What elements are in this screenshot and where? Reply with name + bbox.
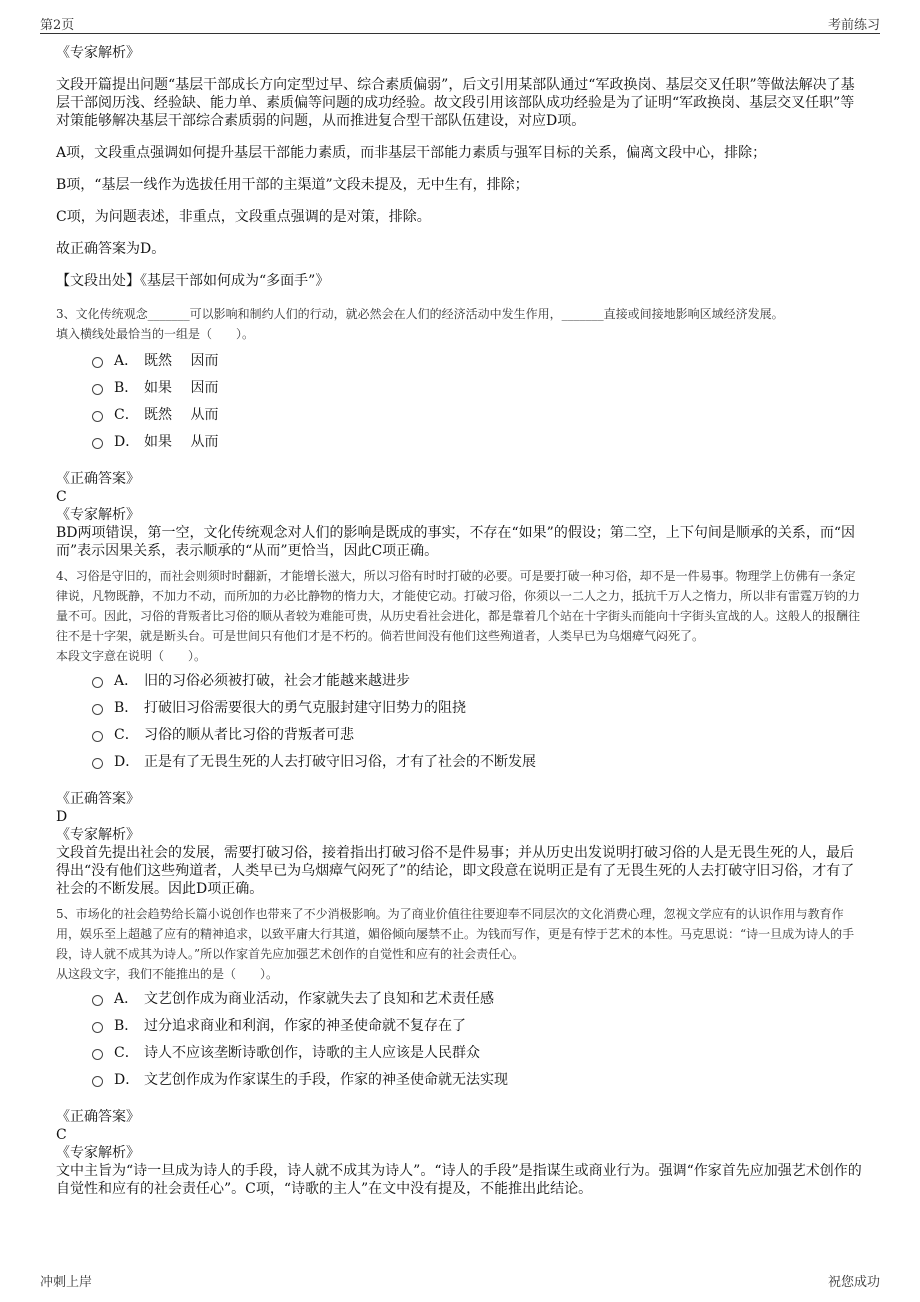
question-3	[56, 304, 866, 560]
q4-analysis-body: 文段首先提出社会的发展，需要打破习俗，接着指出打破习俗不是件易事；并从历史出发说明打破习俗的人是无畏生死的人，最后得出“没有他们这些殉道者，人类早已为乌烟瘴气闷死了”的结论，即文段意在说明正是有了无畏生死的人去打破守旧习俗，才有了社会的不断发展。因此D项正确。	[56, 845, 855, 897]
q5-option-b[interactable]: B． 过分追求商业和利润，作家的神圣使命就不复存在了	[92, 1013, 866, 1040]
radio-button-icon[interactable]	[92, 1076, 103, 1087]
q4-answer-title: 《正确答案》	[56, 791, 140, 807]
q3-option-c[interactable]: C． 既然 从而	[92, 402, 866, 429]
q5-option-a[interactable]: A． 文艺创作成为商业活动，作家就失去了良知和艺术责任感	[92, 986, 866, 1013]
radio-button-icon[interactable]	[92, 758, 103, 769]
q4-option-c[interactable]: C． 习俗的顺从者比习俗的背叛者可悲	[92, 722, 866, 749]
footer-left-text: 冲刺上岸	[40, 1275, 93, 1290]
q2-analysis-title: 《专家解析》	[56, 45, 140, 61]
q2-analysis-body: 文段开篇提出问题“基层干部成长方向定型过早、综合素质偏弱”，后文引用某部队通过“军政换岗、基层交叉任职”等做法解决了基层干部阅历浅、经验缺、能力单、素质偏等问题的成功经验。故文段引用该部队成功经验是为了证明“军政换岗、基层交叉任职”等对策能够解决基层干部综合素质弱的问题，从而推进复合型干部队伍建设，对应D项。	[56, 77, 855, 129]
radio-button-icon[interactable]	[92, 357, 103, 368]
radio-button-icon[interactable]	[92, 731, 103, 742]
radio-button-icon[interactable]	[92, 704, 103, 715]
radio-button-icon[interactable]	[92, 1049, 103, 1060]
q4-option-b[interactable]: B． 打破旧习俗需要很大的勇气克服封建守旧势力的阻挠	[92, 695, 866, 722]
q5-answer: C	[56, 1127, 67, 1143]
q4-analysis-title: 《专家解析》	[56, 827, 140, 843]
q3-stem: 3、文化传统观念_______可以影响和制约人们的行动，就必然会在人们的经济活动中发生作用，_______直接或间接地影响区域经济发展。	[56, 307, 784, 321]
q5-stem: 5、市场化的社会趋势给长篇小说创作也带来了不少消极影响。为了商业价值往往要迎奉不同层次的文化消费心理，忽视文学应有的认识作用与教育作用，娱乐至上超越了应有的精神追求，以致平庸大行其道，媚俗倾向屡禁不止。为钱而写作，更是有悖于艺术的本性。马克思说：“诗一旦成为诗人的手段，诗人就不成其为诗人。”所以作家首先应加强艺术创作的自觉性和应有的社会责任心。	[56, 907, 855, 961]
radio-button-icon[interactable]	[92, 411, 103, 422]
radio-button-icon[interactable]	[92, 995, 103, 1006]
q3-option-d[interactable]: D． 如果 从而	[92, 429, 866, 456]
q4-answer: D	[56, 809, 68, 825]
q3-answer-title: 《正确答案》	[56, 471, 140, 487]
q5-analysis-body: 文中主旨为“诗一旦成为诗人的手段，诗人就不成其为诗人”。“诗人的手段”是指谋生或商业行为。强调“作家首先应加强艺术创作的自觉性和应有的社会责任心”。C项，“诗歌的主人”在文中没有提及，不能推出此结论。	[56, 1163, 862, 1197]
page-content	[56, 40, 866, 1198]
page-number: 第2页	[40, 18, 75, 33]
q4-option-a[interactable]: A． 旧的习俗必须被打破，社会才能越来越进步	[92, 668, 866, 695]
q5-analysis-title: 《专家解析》	[56, 1145, 140, 1161]
q3-option-b[interactable]: B． 如果 因而	[92, 375, 866, 402]
q2-item-b: B项，“基层一线作为选拔任用干部的主渠道”文段未提及，无中生有，排除；	[56, 177, 529, 193]
q5-option-d[interactable]: D． 文艺创作成为作家谋生的手段，作家的神圣使命就无法实现	[92, 1067, 866, 1094]
q3-answer: C	[56, 489, 67, 505]
radio-button-icon[interactable]	[92, 438, 103, 449]
q2-item-c: C项，为问题表述，非重点，文段重点强调的是对策，排除。	[56, 209, 431, 225]
question-4	[56, 566, 866, 898]
q2-conclusion: 故正确答案为D。	[56, 241, 166, 257]
q5-option-c[interactable]: C． 诗人不应该垄断诗歌创作，诗歌的主人应该是人民群众	[92, 1040, 866, 1067]
q3-option-a[interactable]: A． 既然 因而	[92, 348, 866, 375]
q2-item-a: A项，文段重点强调如何提升基层干部能力素质，而非基层干部能力素质与强军目标的关系，偏离文段中心，排除；	[56, 145, 767, 161]
q5-answer-title: 《正确答案》	[56, 1109, 140, 1125]
q4-option-d[interactable]: D． 正是有了无畏生死的人去打破守旧习俗，才有了社会的不断发展	[92, 749, 866, 776]
question-5	[56, 904, 866, 1198]
radio-button-icon[interactable]	[92, 384, 103, 395]
q3-analysis-body: BD两项错误，第一空，文化传统观念对人们的影响是既成的事实，不存在“如果”的假设；第二空，上下句间是顺承的关系，而“因而”表示因果关系，表示顺承的“从而”更恰当，因此C项正确。	[56, 525, 855, 559]
page-footer	[40, 1271, 880, 1290]
q4-prompt: 本段文字意在说明（ ）。	[56, 649, 207, 663]
q3-prompt: 填入横线处最恰当的一组是（ ）。	[56, 327, 255, 341]
q5-prompt: 从这段文字，我们不能推出的是（ ）。	[56, 967, 279, 981]
q2-source: 【文段出处】《基层干部如何成为“多面手”》	[56, 273, 330, 289]
radio-button-icon[interactable]	[92, 1022, 103, 1033]
footer-right-text: 祝您成功	[827, 1275, 880, 1290]
page-header	[40, 14, 880, 33]
header-title: 考前练习	[827, 18, 880, 33]
header-divider	[40, 33, 880, 34]
q4-stem: 4、习俗是守旧的，而社会则须时时翻新，才能增长滋大，所以习俗有时时打破的必要。可是要打破一种习俗，却不是一件易事。物理学上仿佛有一条定律说，凡物既静，不加力不动，而所加的力必比静物的惰力大，才能使它动。打破习俗，你须以一二人之力，抵抗千万人之惰力，所以非有雷霆万钧的力量不可。因此，习俗的背叛者比习俗的顺从者较为难能可贵，从历史看社会进化，都是靠着几个站在十字街头而能向十字街头宣战的人。这般人的报酬往往不是十字架，就是断头台。可是世间只有他们才是不朽的。倘若世间没有他们这些殉道者，人类早已为乌烟瘴气闷死了。	[56, 569, 861, 643]
radio-button-icon[interactable]	[92, 677, 103, 688]
q3-analysis-title: 《专家解析》	[56, 507, 140, 523]
